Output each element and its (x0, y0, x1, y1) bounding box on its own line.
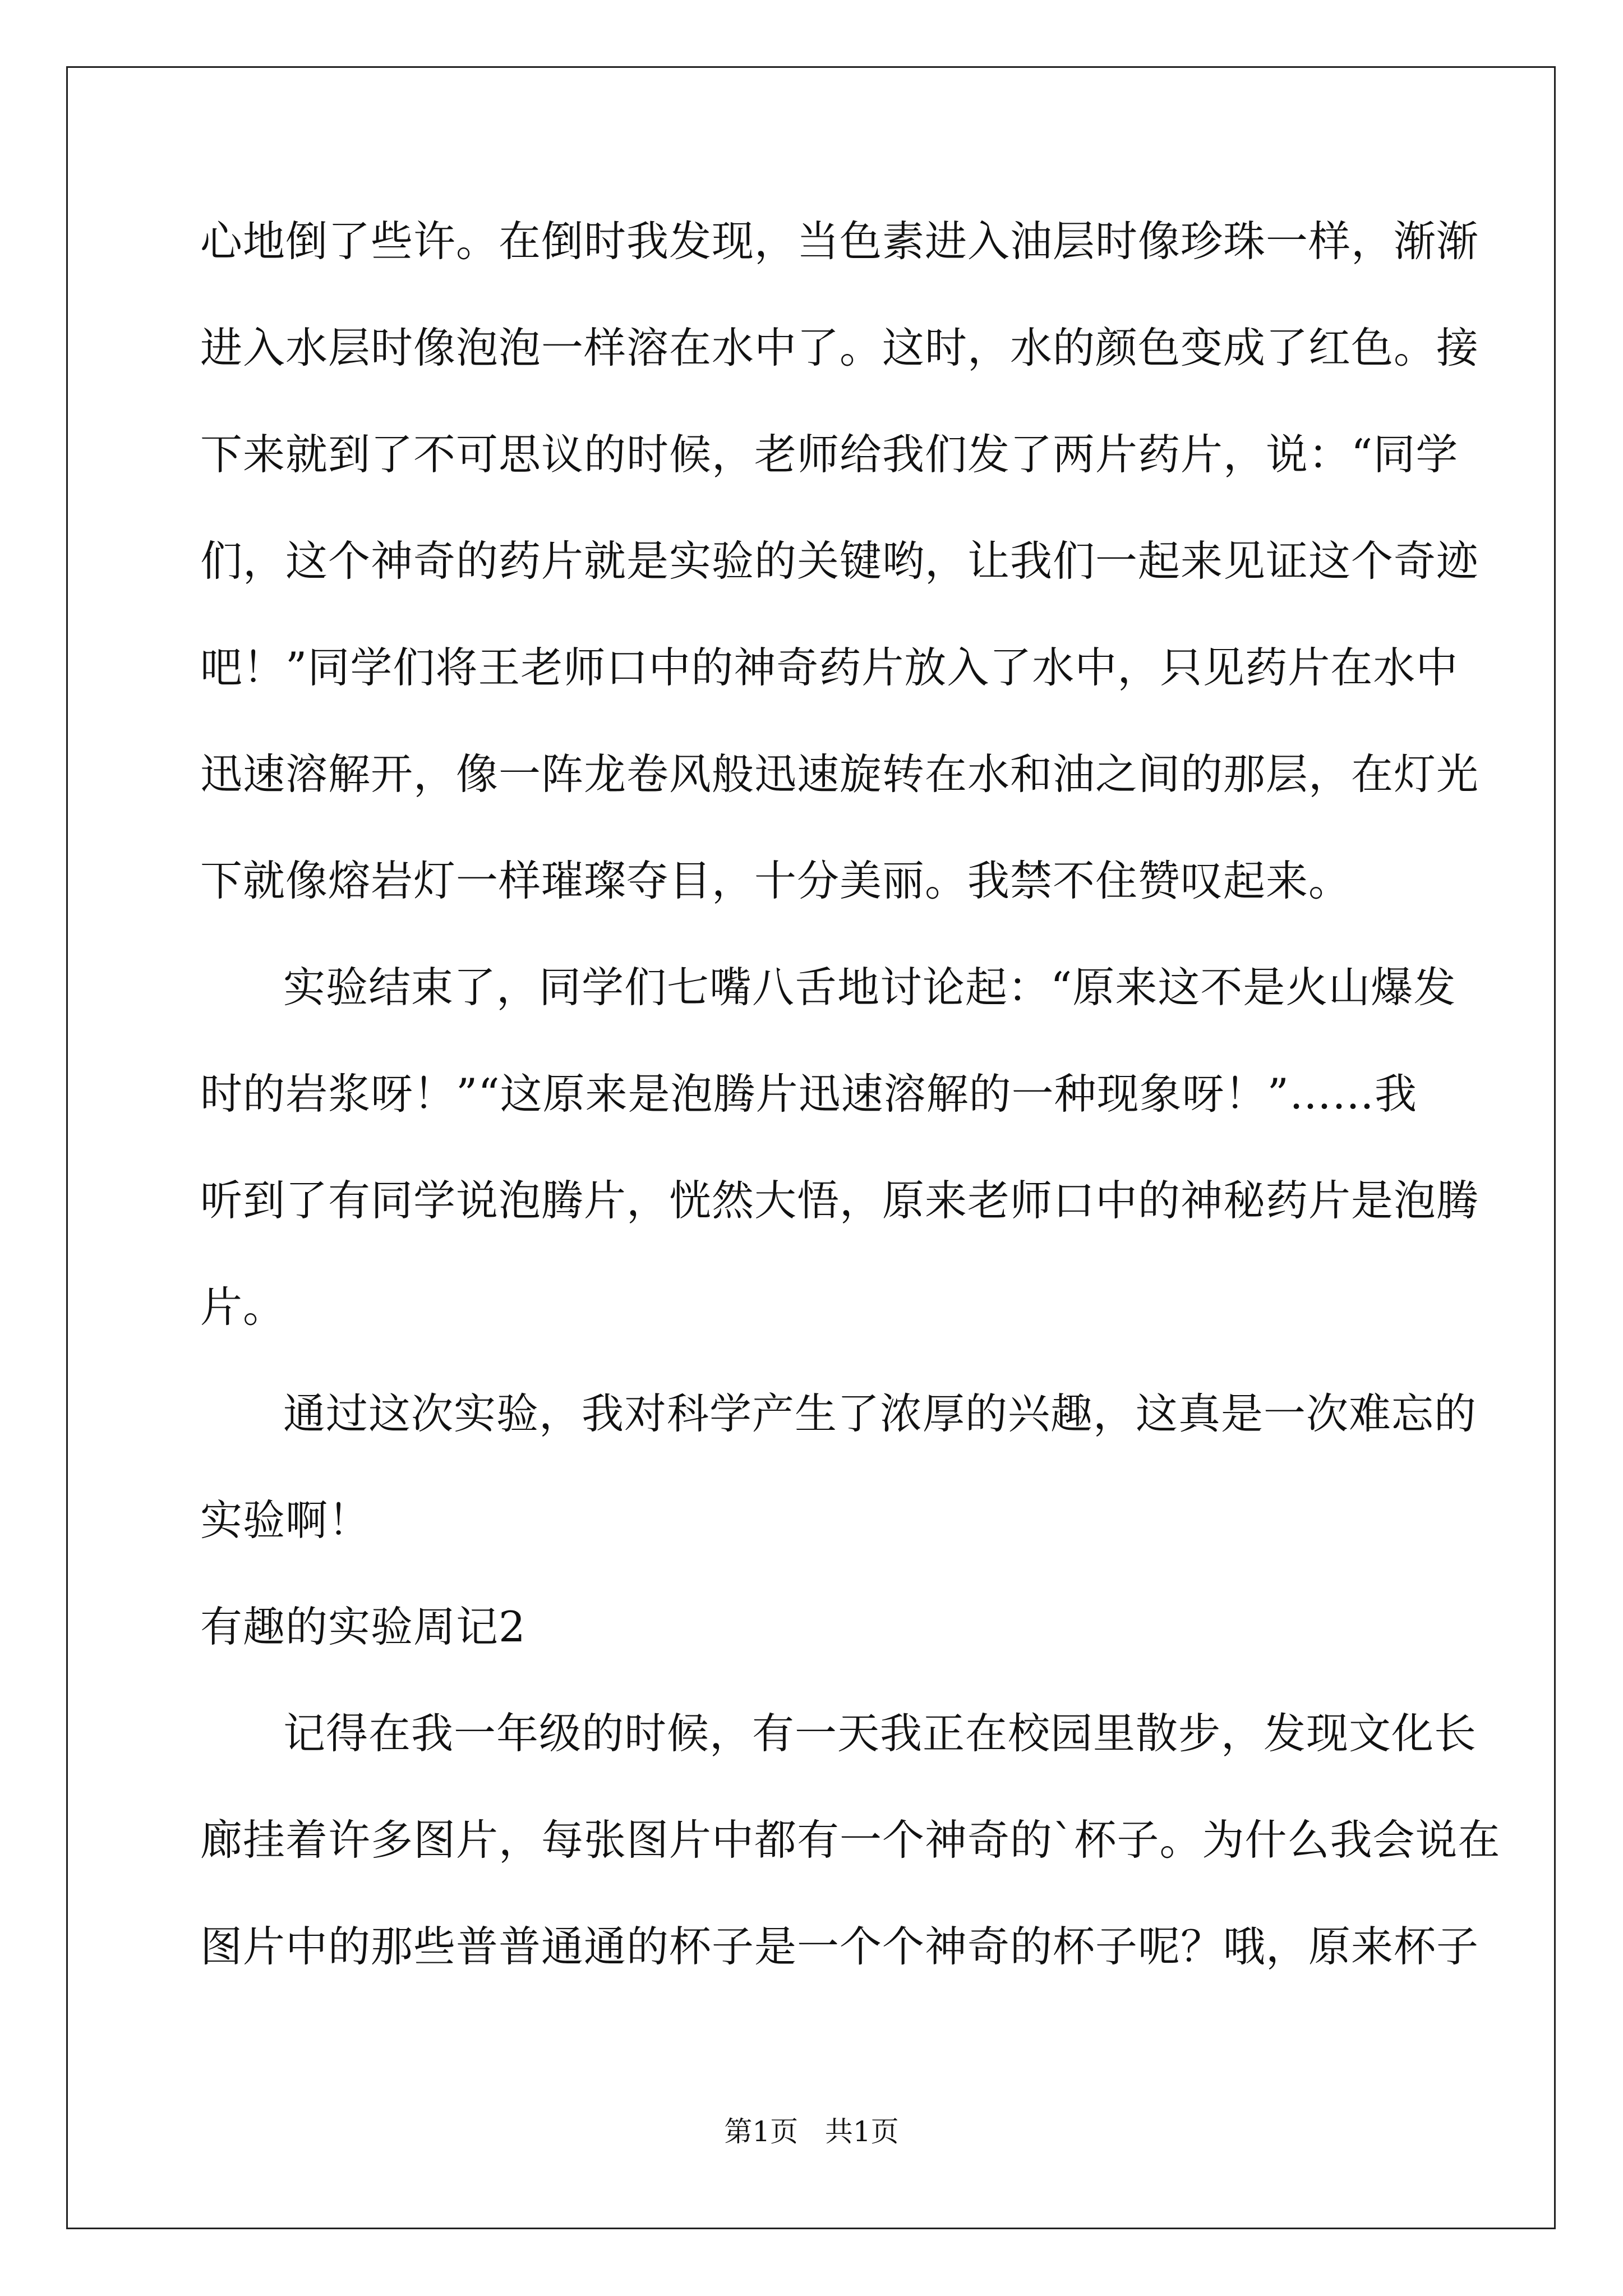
text-line: 时的岩浆呀！”“这原来是泡腾片迅速溶解的一种现象呀！”……我 (200, 1069, 1418, 1119)
text-line: 图片中的那些普普通通的杯子是一个个神奇的杯子呢？哦，原来杯子 (200, 1922, 1479, 1971)
text-line: 下来就到了不可思议的时候，老师给我们发了两片药片，说：“同学 (200, 430, 1459, 479)
paragraph-first-line: 记得在我一年级的时候，有一天我正在校园里散步，发现文化长 (283, 1709, 1477, 1758)
text-line: 听到了有同学说泡腾片，恍然大悟，原来老师口中的神秘药片是泡腾 (200, 1176, 1479, 1225)
text-line: 吧！”同学们将王老师口中的神奇药片放入了水中，只见药片在水中 (200, 643, 1459, 692)
section-heading: 有趣的实验周记2 (200, 1602, 526, 1651)
text-line: 廊挂着许多图片，每张图片中都有一个神奇的`杯子。为什么我会说在 (200, 1815, 1501, 1865)
text-line: 实验啊！ (200, 1496, 371, 1545)
page-border (66, 66, 1556, 2229)
text-line: 下就像熔岩灯一样璀璨夺目，十分美丽。我禁不住赞叹起来。 (200, 856, 1352, 905)
text-line: 们，这个神奇的药片就是实验的关键哟，让我们一起来见证这个奇迹 (200, 536, 1479, 586)
paragraph-first-line: 通过这次实验，我对科学产生了浓厚的兴趣，这真是一次难忘的 (283, 1389, 1477, 1438)
text-line: 心地倒了些许。在倒时我发现，当色素进入油层时像珍珠一样，渐渐 (200, 217, 1479, 266)
text-line: 进入水层时像泡泡一样溶在水中了。这时，水的颜色变成了红色。接 (200, 323, 1479, 372)
paragraph-first-line: 实验结束了，同学们七嘴八舌地讨论起：“原来这不是火山爆发 (283, 963, 1456, 1012)
text-line: 片。 (200, 1282, 286, 1332)
text-line: 迅速溶解开，像一阵龙卷风般迅速旋转在水和油之间的那层，在灯光 (200, 749, 1479, 799)
page-footer: 第1页 共1页 (724, 2115, 899, 2148)
